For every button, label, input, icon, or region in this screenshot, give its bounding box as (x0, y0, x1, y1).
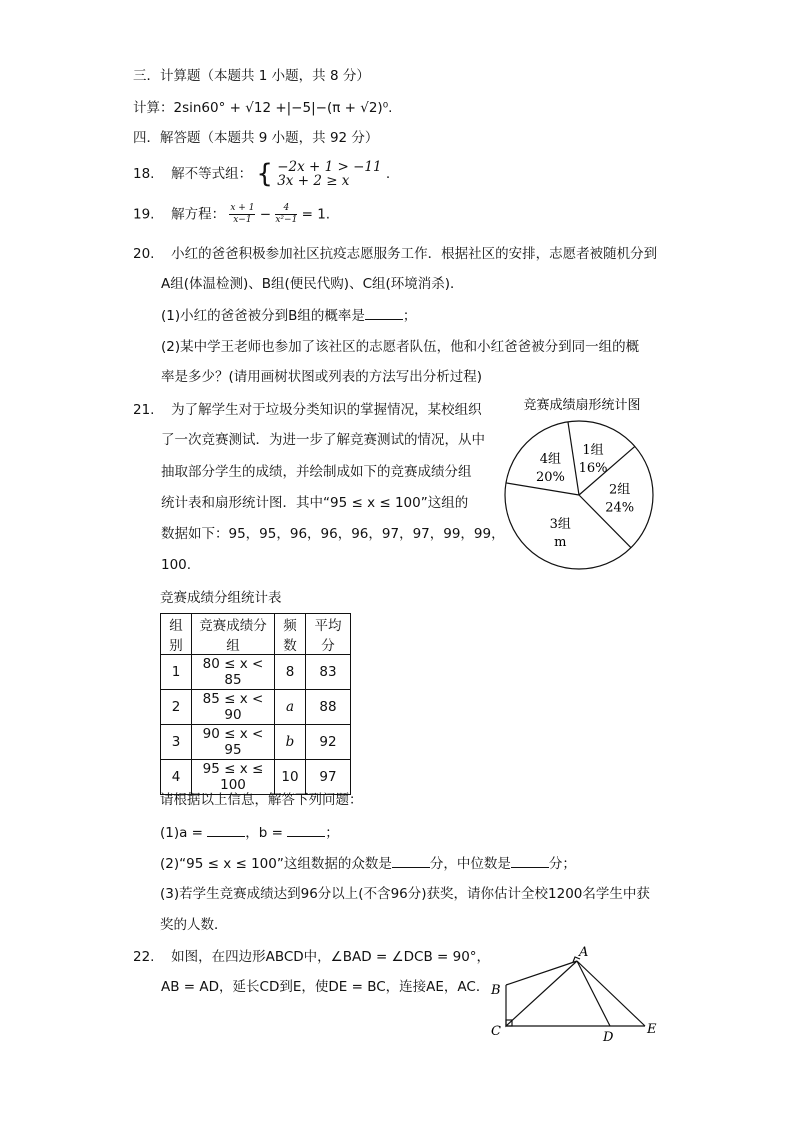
q20-part2-1: (2)某中学王老师也参加了该社区的志愿者队伍，他和小红爸爸被分到同一组的概 (161, 339, 640, 355)
table-row (161, 655, 351, 690)
answer-blank (392, 853, 430, 868)
table-cell: 92 (306, 725, 351, 760)
table-cell: 83 (306, 655, 351, 690)
q21-line6: 100. (161, 557, 192, 573)
pie-chart (495, 392, 670, 572)
table-cell: 90 ≤ x < 95 (192, 725, 275, 760)
answer-blank (365, 305, 403, 320)
q20-part1: (1)小红的爸爸被分到B组的概率是 ； (161, 305, 416, 326)
pie-slice-value: 16% (578, 460, 608, 476)
q22-number: 22. (133, 949, 155, 965)
label-c: C (491, 1024, 501, 1039)
q21-part3-2: 奖的人数． (160, 917, 228, 933)
pie-slice-label: 3组 (549, 517, 571, 533)
q22-line1: 22. 如图，在四边形ABCD中，∠BAD = ∠DCB = 90°， (133, 949, 491, 965)
q21-line5: 数据如下：95，95，96，96，96，97，97，99，99， (161, 526, 505, 542)
label-a: A (579, 945, 589, 960)
q20-part2-2: 率是多少？(请用画树状图或列表的方法写出分析过程) (161, 369, 483, 385)
q21-prompt: 请根据以上信息，解答下列问题： (160, 792, 363, 808)
table-header: 频数 (275, 614, 306, 655)
q21-line2: 了一次竞赛测试．为进一步了解竞赛测试的情况，从中 (161, 432, 485, 448)
table-cell: 1 (161, 655, 192, 690)
q19-number: 19. (133, 206, 155, 223)
answer-blank (287, 822, 325, 837)
table-cell: 85 ≤ x < 90 (192, 690, 275, 725)
pie-slice-value: 24% (605, 500, 635, 516)
table-cell: 80 ≤ x < 85 (192, 655, 275, 690)
q21-line1: 21. 为了解学生对于垃圾分类知识的掌握情况，某校组织 (133, 402, 482, 418)
q18-label: 解不等式组： (171, 166, 253, 182)
section3-heading: 三．计算题（本题共 1 小题，共 8 分） (133, 68, 370, 84)
table-cell: 10 (275, 760, 306, 795)
pie-slice-label: 2组 (609, 482, 631, 498)
q17 (133, 98, 392, 118)
q19-rhs: = 1. (301, 206, 331, 223)
q19-fraction-1: $\frac{x + 1}{x-1}$ (230, 203, 255, 225)
q18 (133, 160, 390, 188)
table-cell: 88 (306, 690, 351, 725)
q18-inequality-1: −2x + 1 > −11 (277, 159, 382, 175)
table-row (161, 725, 351, 760)
geometry-figure (485, 940, 665, 1045)
table-cell: b (275, 725, 306, 760)
q19: 19. 解方程： $\frac{x + 1}{x-1}$ − $\frac{4}{\text{x²−1}}$ = 1. (133, 203, 331, 225)
q20-number: 20. (133, 246, 155, 262)
table-cell: 4 (161, 760, 192, 795)
q21-line3: 抽取部分学生的成绩，并绘制成如下的竞赛成绩分组 (161, 464, 472, 480)
q18-inequality-2: 3x + 2 ≥ x (277, 173, 350, 189)
table-cell: 8 (275, 655, 306, 690)
pie-slice-boundary (568, 422, 579, 495)
pie-slice-label: 4组 (539, 452, 562, 468)
table-cell: 3 (161, 725, 192, 760)
table-header: 平均分 (306, 614, 351, 655)
table-cell: 2 (161, 690, 192, 725)
q20-line1 (133, 244, 657, 264)
label-e: E (647, 1022, 657, 1037)
q22-line2: AB = AD，延长CD到E，使DE = BC，连接AE，AC． (161, 979, 490, 995)
q21-part1: (1)a = ，b = ； (160, 822, 339, 843)
brace-icon: { (256, 159, 273, 189)
q21-part2: (2)“95 ≤ x ≤ 100”这组数据的众数是 分，中位数是 分； (160, 853, 576, 874)
line-ba (506, 961, 577, 1026)
q17-text: 计算：2sin60° + √12 +|−5|−(π + √2)⁰. (133, 100, 393, 116)
q21-line4: 统计表和扇形统计图．其中“95 ≤ x ≤ 100”这组的 (161, 495, 469, 511)
table-cell: a (275, 690, 306, 725)
pie-slice-label: 1组 (582, 442, 604, 458)
label-b: B (491, 983, 501, 998)
answer-blank (511, 853, 549, 868)
table-header: 竞赛成绩分组 (192, 614, 275, 655)
table-header-row (161, 614, 351, 655)
q19-fraction-2: $\frac{4}{\text{x²−1}}$ (275, 203, 298, 225)
table-caption: 竞赛成绩分组统计表 (160, 590, 282, 606)
q21-number: 21. (133, 402, 155, 418)
table-cell: 97 (306, 760, 351, 795)
q21-part3-1: (3)若学生竞赛成绩达到96分以上(不含96分)获奖，请你估计全校1200名学生中获 (160, 886, 650, 902)
pie-slice-value: 20% (535, 470, 565, 486)
q18-number: 18. (133, 166, 155, 182)
label-d: D (603, 1030, 614, 1045)
q20-text-2: A组(体温检测)、B组(便民代购)、C组(环境消杀)． (161, 276, 464, 292)
section4-heading: 四．解答题（本题共 9 小题，共 92 分） (133, 130, 379, 146)
line-ae (577, 961, 645, 1026)
score-table (160, 613, 351, 795)
table-cell: 95 ≤ x ≤ 100 (192, 760, 275, 795)
table-header: 组别 (161, 614, 192, 655)
q18-end: . (385, 166, 391, 182)
answer-blank (207, 822, 245, 837)
pie-slice-value: m (554, 535, 567, 551)
q20-text-1: 小红的爸爸积极参加社区抗疫志愿服务工作．根据社区的安排，志愿者被随机分到 (171, 246, 658, 262)
table-row (161, 690, 351, 725)
q19-label: 解方程： (171, 206, 226, 223)
line-ad (577, 961, 610, 1026)
pie-title: 竞赛成绩扇形统计图 (523, 398, 641, 413)
